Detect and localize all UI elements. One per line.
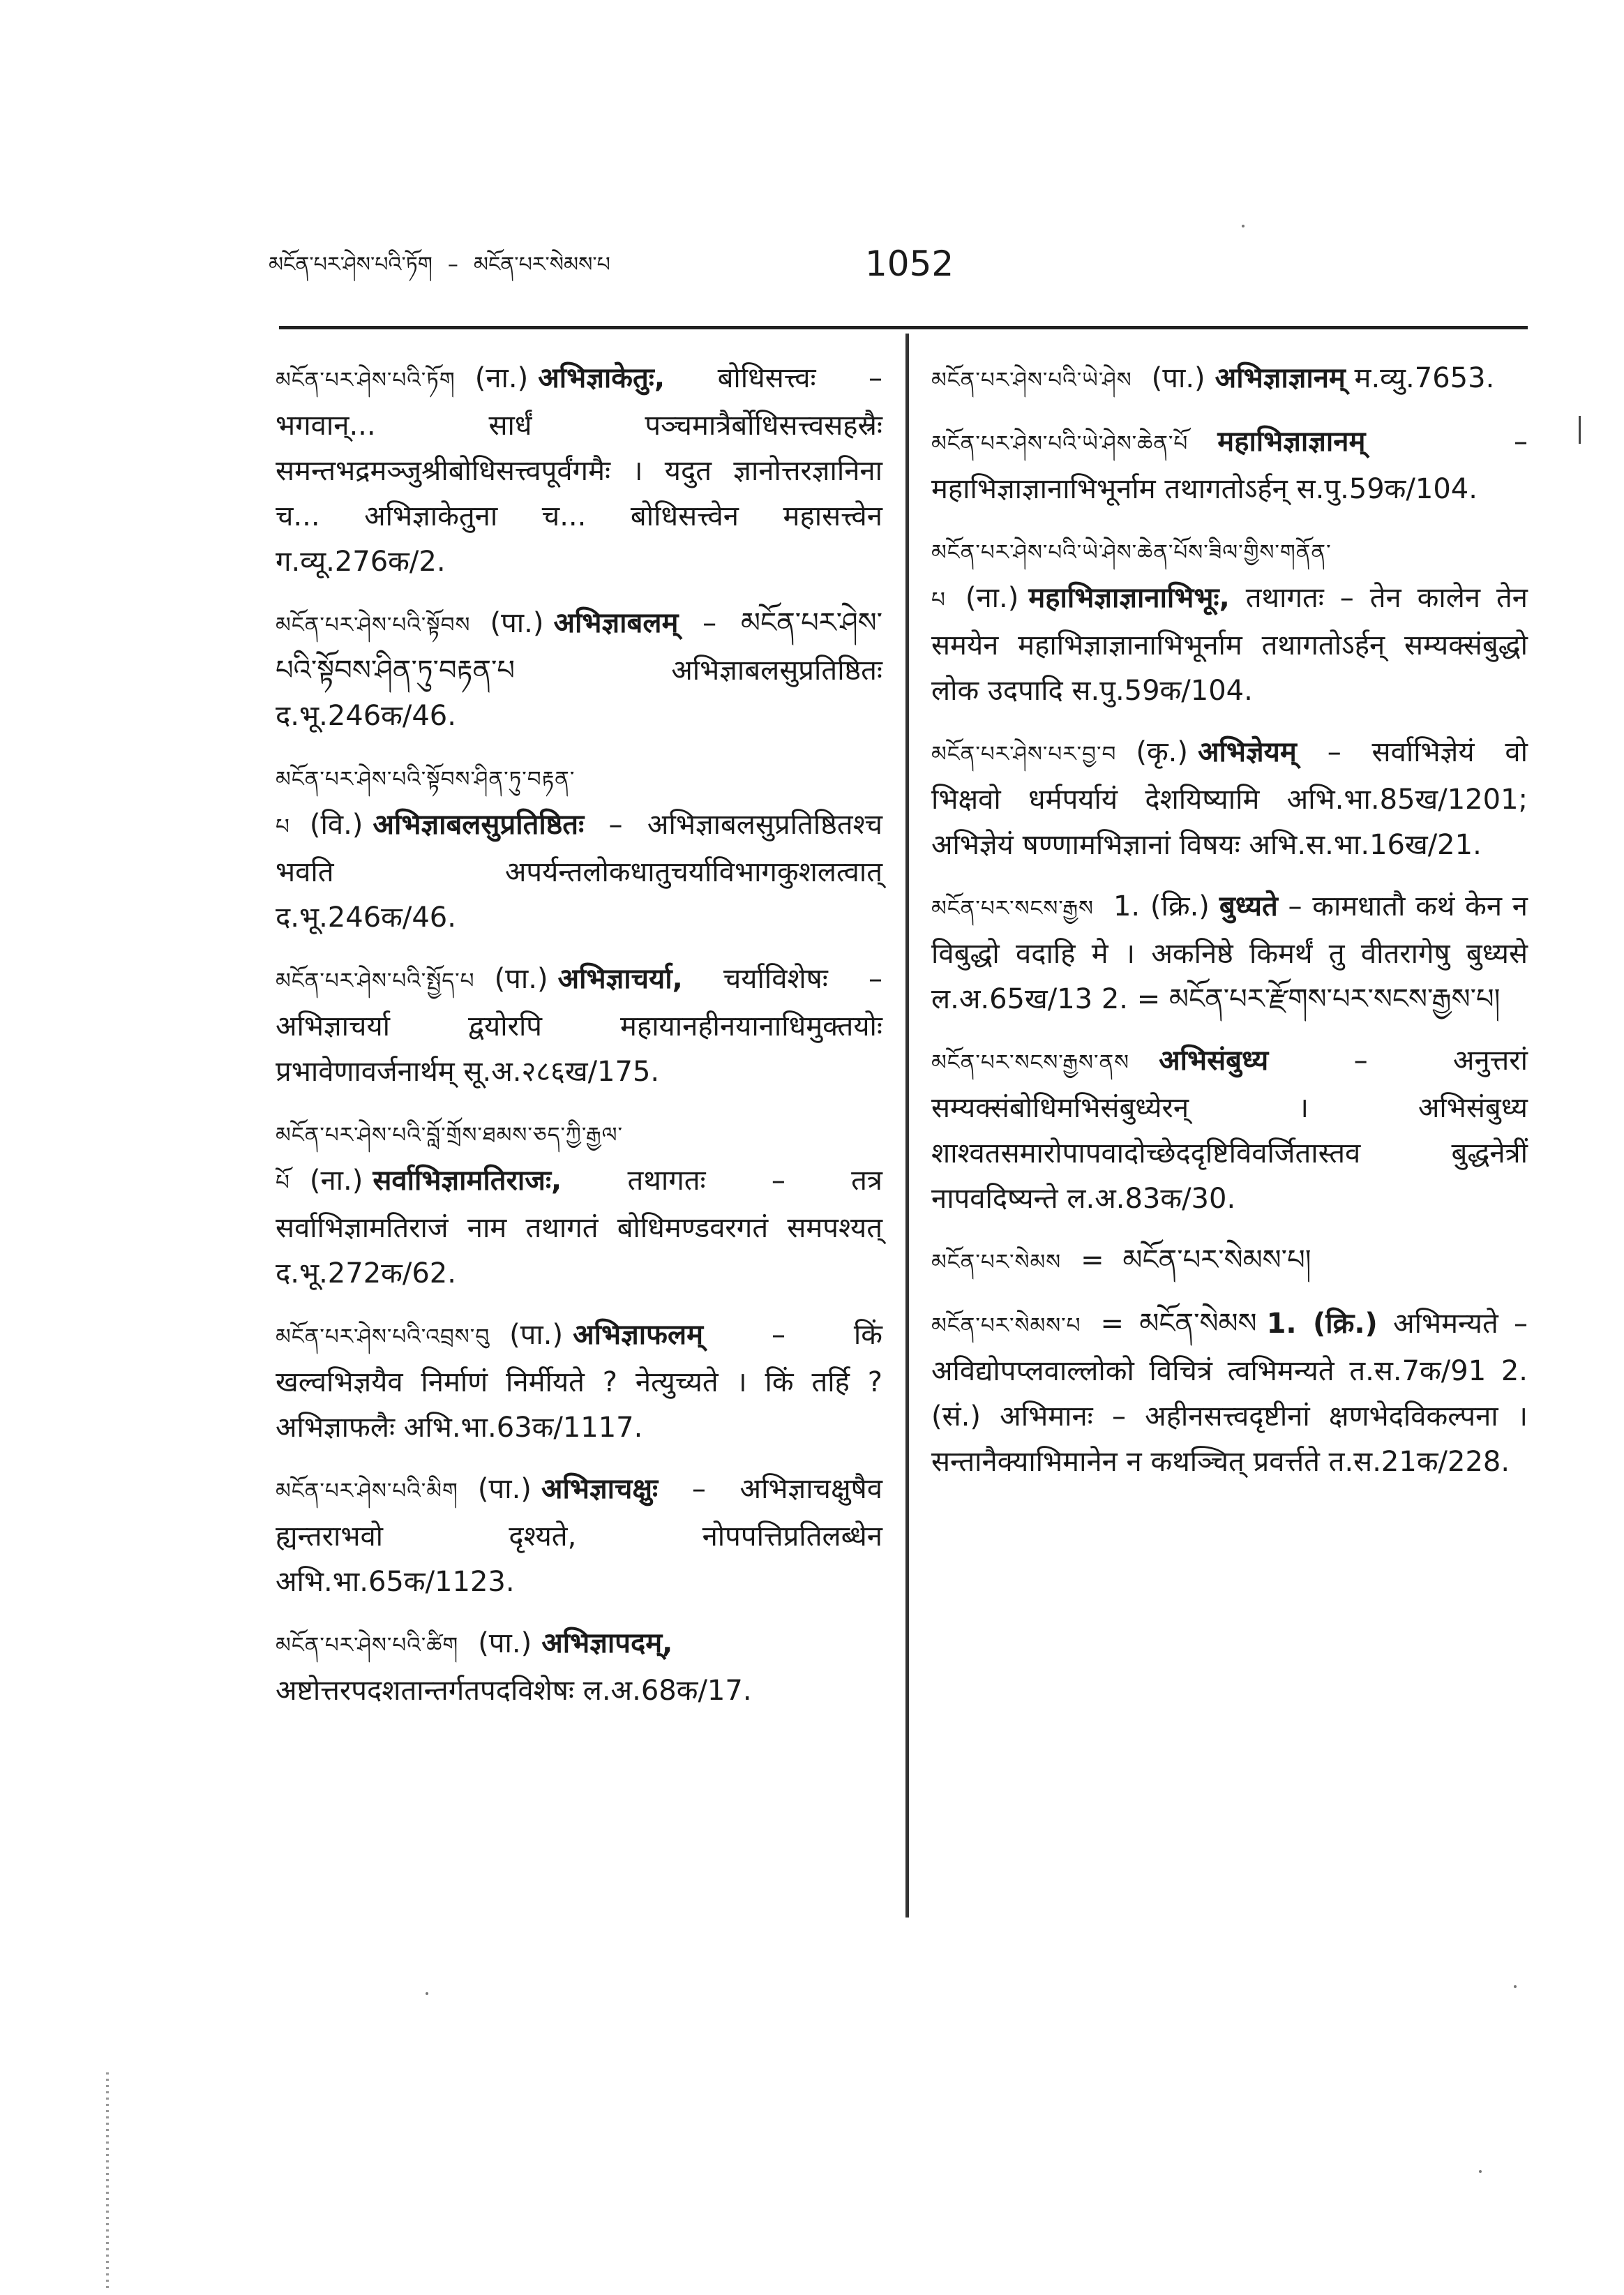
entry-sanskrit-term: अभिज्ञाज्ञानम् [1215,362,1346,394]
entry-definition: म.व्यु.7653. [1354,362,1495,394]
entry-grammar-tag: (पा.) [1151,362,1205,394]
page-number: 1052 [865,244,954,284]
entry-headword: མངོན་པར་ཤེས་པའི་འབྲས་བུ [276,1324,490,1350]
entry-definition: – कामधातौ कथं केन न विबुद्धो वदाहि मे । अकनिष्ठे किमर्थं तु वीतरागेषु बुध्यसे ल.अ.65ख/13 2. = མངོན་པར་རྫོགས་པར་སངས་རྒྱས་པ། [931,890,1528,1015]
entry-headword: མངོན་པར་ཤེས་པའི་ཚིག [276,1633,459,1658]
entry-definition: तथागतः – तत्र सर्वाभिज्ञामतिराजं नाम तथागतं बोधिमण्डवरगतं समपश्यत् द.भू.272क/62. [276,1165,882,1289]
entry-grammar-tag: (ना.) [965,582,1019,614]
dictionary-entry [931,1238,1528,1285]
entry-headword: མངོན་པར་ཤེས་པའི་སྤྱོད་པ [276,969,475,994]
column-divider [905,334,909,1918]
running-head-first-word: མངོན་པར་ཤེས་པའི་ཏོག [269,253,433,277]
entry-sanskrit-term: अभिज्ञाचक्षुः [541,1473,659,1505]
dictionary-entry [276,1467,882,1605]
header-rule [279,326,1528,329]
scan-speck [1242,225,1245,227]
running-head-last-word: མངོན་པར་སེམས་པ [473,253,610,277]
entry-sanskrit-term: अभिज्ञाबलम् [553,607,679,639]
entry-grammar-tag: (पा.) [490,607,544,639]
entry-sanskrit-term: अभिज्ञाचर्या, [557,963,683,995]
entry-definition: तथागतः – तेन कालेन तेन समयेन महाभिज्ञाज्ञानाभिभूर्नाम तथागतोऽर्हन् सम्यक्संबुद्धो लोक उदपादि स.पु.59क/104. [931,582,1528,707]
entry-grammar-tag: (कृ.) [1136,736,1188,768]
entry-definition: बोधिसत्त्वः – भगवान्... सार्धं पञ्चमात्रैर्बोधिसत्त्वसहस्रैः समन्तभद्रमञ्जुश्रीबोधिसत्त्वपूर्वंगमैः । यदुत ज्ञानोत्तरज्ञानिना च... अभिज्ञाकेतुना च... बोधिसत्त्वेन महासत्त्वेन ग.व्यू.276क/2. [276,362,882,578]
running-head-separator: – [447,253,458,277]
entry-sanskrit-term: 1. (क्रि.) [1266,1308,1378,1340]
entry-sanskrit-term: महाभिज्ञाज्ञानाभिभूः, [1028,582,1230,614]
entry-headword: མངོན་པར་སེམས་པ [931,1313,1081,1338]
entry-headword: མངོན་པར་སངས་རྒྱས་ནས [931,1050,1130,1075]
dictionary-entry [931,1038,1528,1222]
entry-headword: མངོན་པར་ཤེས་པའི་སྟོབས་ཤིན་ཏུ་བརྟན་པ [276,767,576,839]
entry-sanskrit-term: बुध्यते [1219,890,1278,922]
dictionary-entry [276,356,882,585]
entry-definition: – མངོན་པར་ཤེས་པའི་སྟོབས་ཤིན་ཏུ་བརྟན་པ अभिज्ञाबलसुप्रतिष्ठितः द.भू.246क/46. [276,607,883,732]
entry-headword: མངོན་པར་ཤེས་པའི་སྟོབས [276,613,471,638]
running-head [269,237,966,293]
dictionary-entry [276,1621,882,1714]
dictionary-entry [276,1111,882,1296]
entry-definition: – अभिज्ञाबलसुप्रतिष्ठितश्च भवति अपर्यन्तलोकधातुचर्याविभागकुशलत्वात् द.भू.246क/46. [276,809,882,934]
left-column [276,356,882,1730]
dictionary-entry [931,884,1528,1022]
entry-definition: – किं खल्वभिज्ञयैव निर्माणं निर्मीयते ? नेत्युच्यते । किं तर्हि ? अभिज्ञाफलैः अभि.भा.63क/1117. [276,1319,882,1444]
entry-grammar-tag: (ना.) [474,362,529,394]
entry-grammar-tag: = མངོན་སེམས [1100,1308,1257,1340]
entry-headword: མངོན་པར་ཤེས་པའི་བློ་གྲོས་ཐམས་ཅད་ཀྱི་རྒྱལ་པོ [276,1123,624,1195]
entry-sanskrit-term: अभिसंबुध्य [1159,1045,1269,1077]
entry-sanskrit-term: अभिज्ञाकेतुः, [538,362,666,394]
entry-definition: མངོན་པར་སེམས་པ། [1122,1244,1311,1276]
scan-speck [1514,1985,1517,1988]
right-column [931,356,1528,1501]
dictionary-entry [931,356,1528,403]
dictionary-entry [931,730,1528,868]
entry-sanskrit-term: अभिज्ञाफलम् [573,1319,704,1351]
entry-grammar-tag: (पा.) [478,1627,532,1659]
entry-grammar-tag: (पा.) [494,963,548,995]
entry-headword: མངོན་པར་སེམས [931,1250,1062,1275]
dictionary-entry [931,1301,1528,1485]
entry-sanskrit-term: अभिज्ञाबलसुप्रतिष्ठितः [373,809,585,841]
scan-speck [426,1992,428,1995]
dictionary-entry [931,528,1528,714]
entry-definition: – अभिज्ञाचक्षुषैव ह्यन्तराभवो दृश्यते, नोपपत्तिप्रतिलब्धेन अभि.भा.65क/1123. [276,1473,882,1598]
binding-edge-dots [106,2072,109,2289]
entry-headword: མངོན་པར་ཤེས་པའི་མིག [276,1479,458,1504]
entry-sanskrit-term: अभिज्ञापदम्, [541,1627,673,1659]
entry-grammar-tag: = [1081,1244,1104,1276]
entry-sanskrit-term: अभिज्ञेयम् [1198,736,1297,768]
dictionary-entry [276,957,882,1095]
entry-definition: – सर्वाभिज्ञेयं वो भिक्षवो धर्मपर्यायं देशयिष्यामि अभि.भा.85ख/1201; अभिज्ञेयं षण्णामभिज्ञानां विषयः अभि.स.भा.16ख/21. [931,736,1528,861]
entry-sanskrit-term: महाभिज्ञाज्ञानम् [1217,426,1366,458]
dictionary-entry [276,1313,882,1451]
dictionary-entry [276,601,882,739]
entry-grammar-tag: (पा.) [509,1319,564,1351]
entry-sanskrit-term: सर्वाभिज्ञामतिराजः, [373,1165,562,1197]
scan-speck [1479,2170,1482,2173]
entry-grammar-tag: (वि.) [309,809,363,841]
entry-headword: མངོན་པར་ཤེས་པའི་ཡེ་ཤེས [931,368,1132,393]
entry-grammar-tag: 1. (क्रि.) [1113,890,1210,922]
margin-mark [1579,416,1581,444]
dictionary-entry [931,419,1528,512]
entry-definition: चर्याविशेषः – अभिज्ञाचर्या द्वयोरपि महायानहीनयानाधिमुक्तयोः प्रभावेणावर्जनार्थम् सू.अ.२८६ख/175. [276,963,882,1088]
entry-definition: अष्टोत्तरपदशतान्तर्गतपदविशेषः ल.अ.68क/17. [276,1675,752,1707]
entry-headword: མངོན་པར་ཤེས་པའི་ཏོག [276,368,456,393]
dictionary-entry [276,755,882,941]
entry-headword: མངོན་པར་སངས་རྒྱས [931,896,1094,921]
entry-grammar-tag: (ना.) [309,1165,363,1197]
entry-headword: མངོན་པར་ཤེས་པར་བྱ་བ [931,742,1117,767]
entry-headword: མངོན་པར་ཤེས་པའི་ཡེ་ཤེས་ཆེན་པོ [931,431,1189,456]
entry-definition: अभिमन्यते – अविद्योपप्लवाल्लोको विचित्रं त्वभिमन्यते त.स.7क/91 2. (सं.) अभिमानः – अहीनसत्त्वदृष्टीनां क्षणभेदविकल्पना । सन्तानैक्याभिमानेन न कथञ्चित् प्रवर्त्तते त.स.21क/228. [931,1308,1528,1478]
entry-headword: མངོན་པར་ཤེས་པའི་ཡེ་ཤེས་ཆེན་པོས་ཟིལ་གྱིས་གནོན་པ [931,540,1332,613]
entry-grammar-tag: (पा.) [477,1473,532,1505]
entry-definition: – अनुत्तरां सम्यक्संबोधिमभिसंबुध्येरन् । अभिसंबुध्य शाश्वतसमारोपापवादोच्छेददृष्टिविवर्जितास्तव बुद्धनेत्रीं नापवदिष्यन्ते ल.अ.83क/30. [931,1045,1528,1215]
entry-definition: – महाभिज्ञाज्ञानाभिभूर्नाम तथागतोऽर्हन् स.पु.59क/104. [931,426,1528,505]
